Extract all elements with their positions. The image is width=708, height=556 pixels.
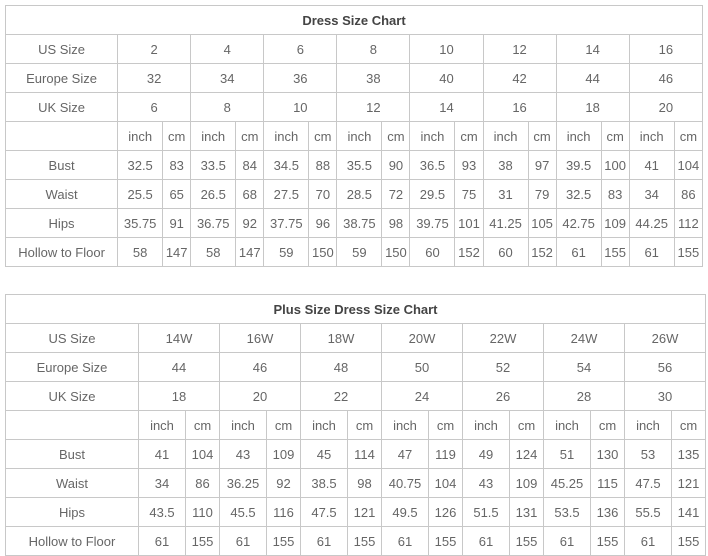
cm-value-cell: 150 xyxy=(309,238,337,267)
inch-value-cell: 61 xyxy=(220,527,267,556)
cm-value-cell: 109 xyxy=(601,209,629,238)
plus-size-dress-size-chart-table xyxy=(5,294,706,556)
row-label: Hollow to Floor xyxy=(6,527,139,556)
row-label: UK Size xyxy=(6,93,118,122)
cm-value-cell: 130 xyxy=(591,440,625,469)
size-value-cell: 46 xyxy=(629,64,702,93)
size-value-cell: 18W xyxy=(301,324,382,353)
unit-inch-cell: inch xyxy=(301,411,348,440)
size-value-cell: 20 xyxy=(629,93,702,122)
size-value-cell: 36 xyxy=(264,64,337,93)
inch-value-cell: 47.5 xyxy=(625,469,672,498)
cm-value-cell: 155 xyxy=(601,238,629,267)
size-value-cell: 16 xyxy=(629,35,702,64)
inch-value-cell: 45.25 xyxy=(544,469,591,498)
inch-value-cell: 59 xyxy=(264,238,309,267)
size-value-cell: 12 xyxy=(337,93,410,122)
inch-value-cell: 61 xyxy=(463,527,510,556)
inch-value-cell: 51.5 xyxy=(463,498,510,527)
size-value-cell: 52 xyxy=(463,353,544,382)
cm-value-cell: 65 xyxy=(163,180,191,209)
unit-cm-cell: cm xyxy=(510,411,544,440)
unit-inch-cell: inch xyxy=(463,411,510,440)
inch-value-cell: 41 xyxy=(629,151,674,180)
inch-value-cell: 36.75 xyxy=(191,209,236,238)
cm-value-cell: 105 xyxy=(528,209,556,238)
table-title-row xyxy=(6,6,703,35)
size-row xyxy=(6,382,706,411)
unit-inch-cell: inch xyxy=(139,411,186,440)
size-value-cell: 14W xyxy=(139,324,220,353)
size-value-cell: 18 xyxy=(139,382,220,411)
cm-value-cell: 155 xyxy=(348,527,382,556)
measurement-row xyxy=(6,238,703,267)
cm-value-cell: 104 xyxy=(186,440,220,469)
size-value-cell: 24 xyxy=(382,382,463,411)
inch-value-cell: 61 xyxy=(301,527,348,556)
unit-cm-cell: cm xyxy=(309,122,337,151)
size-value-cell: 18 xyxy=(556,93,629,122)
unit-inch-cell: inch xyxy=(625,411,672,440)
cm-value-cell: 135 xyxy=(672,440,706,469)
inch-value-cell: 61 xyxy=(544,527,591,556)
unit-inch-cell: inch xyxy=(337,122,382,151)
inch-value-cell: 61 xyxy=(556,238,601,267)
inch-value-cell: 45.5 xyxy=(220,498,267,527)
row-label: Bust xyxy=(6,440,139,469)
size-value-cell: 30 xyxy=(625,382,706,411)
inch-value-cell: 34.5 xyxy=(264,151,309,180)
unit-header-row xyxy=(6,411,706,440)
corner-cell xyxy=(6,411,139,440)
cm-value-cell: 114 xyxy=(348,440,382,469)
cm-value-cell: 86 xyxy=(674,180,702,209)
inch-value-cell: 33.5 xyxy=(191,151,236,180)
row-label: Hips xyxy=(6,498,139,527)
size-value-cell: 20 xyxy=(220,382,301,411)
cm-value-cell: 92 xyxy=(236,209,264,238)
unit-cm-cell: cm xyxy=(591,411,625,440)
cm-value-cell: 150 xyxy=(382,238,410,267)
unit-inch-cell: inch xyxy=(544,411,591,440)
unit-inch-cell: inch xyxy=(483,122,528,151)
inch-value-cell: 29.5 xyxy=(410,180,455,209)
inch-value-cell: 25.5 xyxy=(118,180,163,209)
cm-value-cell: 90 xyxy=(382,151,410,180)
unit-inch-cell: inch xyxy=(118,122,163,151)
unit-cm-cell: cm xyxy=(455,122,483,151)
size-row xyxy=(6,35,703,64)
size-value-cell: 12 xyxy=(483,35,556,64)
size-value-cell: 24W xyxy=(544,324,625,353)
measurement-row xyxy=(6,498,706,527)
cm-value-cell: 100 xyxy=(601,151,629,180)
row-label: Hollow to Floor xyxy=(6,238,118,267)
size-value-cell: 10 xyxy=(264,93,337,122)
measurement-row xyxy=(6,440,706,469)
inch-value-cell: 38 xyxy=(483,151,528,180)
cm-value-cell: 109 xyxy=(267,440,301,469)
inch-value-cell: 36.5 xyxy=(410,151,455,180)
unit-cm-cell: cm xyxy=(429,411,463,440)
cm-value-cell: 109 xyxy=(510,469,544,498)
row-label: Europe Size xyxy=(6,64,118,93)
unit-cm-cell: cm xyxy=(163,122,191,151)
size-value-cell: 44 xyxy=(556,64,629,93)
inch-value-cell: 45 xyxy=(301,440,348,469)
cm-value-cell: 98 xyxy=(348,469,382,498)
size-value-cell: 14 xyxy=(410,93,483,122)
cm-value-cell: 79 xyxy=(528,180,556,209)
row-label: Waist xyxy=(6,180,118,209)
size-value-cell: 2 xyxy=(118,35,191,64)
cm-value-cell: 98 xyxy=(382,209,410,238)
inch-value-cell: 61 xyxy=(382,527,429,556)
row-label: UK Size xyxy=(6,382,139,411)
size-value-cell: 4 xyxy=(191,35,264,64)
size-value-cell: 42 xyxy=(483,64,556,93)
row-label: Waist xyxy=(6,469,139,498)
inch-value-cell: 40.75 xyxy=(382,469,429,498)
size-value-cell: 50 xyxy=(382,353,463,382)
row-label: US Size xyxy=(6,35,118,64)
cm-value-cell: 70 xyxy=(309,180,337,209)
inch-value-cell: 38.75 xyxy=(337,209,382,238)
size-row xyxy=(6,324,706,353)
size-value-cell: 20W xyxy=(382,324,463,353)
unit-inch-cell: inch xyxy=(410,122,455,151)
inch-value-cell: 35.75 xyxy=(118,209,163,238)
inch-value-cell: 32.5 xyxy=(118,151,163,180)
inch-value-cell: 41 xyxy=(139,440,186,469)
inch-value-cell: 39.75 xyxy=(410,209,455,238)
size-value-cell: 6 xyxy=(118,93,191,122)
inch-value-cell: 61 xyxy=(139,527,186,556)
unit-cm-cell: cm xyxy=(186,411,220,440)
size-value-cell: 38 xyxy=(337,64,410,93)
size-value-cell: 10 xyxy=(410,35,483,64)
cm-value-cell: 104 xyxy=(429,469,463,498)
cm-value-cell: 88 xyxy=(309,151,337,180)
cm-value-cell: 141 xyxy=(672,498,706,527)
cm-value-cell: 83 xyxy=(601,180,629,209)
inch-value-cell: 34 xyxy=(629,180,674,209)
inch-value-cell: 60 xyxy=(483,238,528,267)
cm-value-cell: 155 xyxy=(429,527,463,556)
inch-value-cell: 60 xyxy=(410,238,455,267)
measurement-row xyxy=(6,209,703,238)
inch-value-cell: 47 xyxy=(382,440,429,469)
unit-cm-cell: cm xyxy=(601,122,629,151)
size-value-cell: 28 xyxy=(544,382,625,411)
size-value-cell: 22 xyxy=(301,382,382,411)
inch-value-cell: 49.5 xyxy=(382,498,429,527)
inch-value-cell: 34 xyxy=(139,469,186,498)
inch-value-cell: 43 xyxy=(220,440,267,469)
cm-value-cell: 110 xyxy=(186,498,220,527)
size-value-cell: 56 xyxy=(625,353,706,382)
cm-value-cell: 124 xyxy=(510,440,544,469)
cm-value-cell: 112 xyxy=(674,209,702,238)
inch-value-cell: 26.5 xyxy=(191,180,236,209)
size-value-cell: 48 xyxy=(301,353,382,382)
cm-value-cell: 152 xyxy=(455,238,483,267)
inch-value-cell: 49 xyxy=(463,440,510,469)
cm-value-cell: 68 xyxy=(236,180,264,209)
cm-value-cell: 119 xyxy=(429,440,463,469)
unit-inch-cell: inch xyxy=(629,122,674,151)
table-title-row xyxy=(6,295,706,324)
size-value-cell: 16W xyxy=(220,324,301,353)
inch-value-cell: 42.75 xyxy=(556,209,601,238)
size-value-cell: 32 xyxy=(118,64,191,93)
cm-value-cell: 147 xyxy=(236,238,264,267)
cm-value-cell: 72 xyxy=(382,180,410,209)
cm-value-cell: 155 xyxy=(510,527,544,556)
inch-value-cell: 61 xyxy=(625,527,672,556)
cm-value-cell: 116 xyxy=(267,498,301,527)
cm-value-cell: 86 xyxy=(186,469,220,498)
corner-cell xyxy=(6,122,118,151)
size-value-cell: 40 xyxy=(410,64,483,93)
size-value-cell: 46 xyxy=(220,353,301,382)
cm-value-cell: 84 xyxy=(236,151,264,180)
inch-value-cell: 61 xyxy=(629,238,674,267)
cm-value-cell: 155 xyxy=(267,527,301,556)
inch-value-cell: 58 xyxy=(118,238,163,267)
unit-cm-cell: cm xyxy=(236,122,264,151)
row-label: US Size xyxy=(6,324,139,353)
cm-value-cell: 131 xyxy=(510,498,544,527)
size-value-cell: 26 xyxy=(463,382,544,411)
measurement-row xyxy=(6,180,703,209)
cm-value-cell: 121 xyxy=(672,469,706,498)
inch-value-cell: 53.5 xyxy=(544,498,591,527)
unit-inch-cell: inch xyxy=(264,122,309,151)
dress-size-chart-table xyxy=(5,5,703,267)
size-value-cell: 8 xyxy=(191,93,264,122)
unit-inch-cell: inch xyxy=(556,122,601,151)
inch-value-cell: 32.5 xyxy=(556,180,601,209)
inch-value-cell: 27.5 xyxy=(264,180,309,209)
cm-value-cell: 115 xyxy=(591,469,625,498)
unit-inch-cell: inch xyxy=(220,411,267,440)
unit-cm-cell: cm xyxy=(348,411,382,440)
unit-cm-cell: cm xyxy=(674,122,702,151)
size-value-cell: 22W xyxy=(463,324,544,353)
unit-inch-cell: inch xyxy=(191,122,236,151)
inch-value-cell: 39.5 xyxy=(556,151,601,180)
row-label: Bust xyxy=(6,151,118,180)
inch-value-cell: 53 xyxy=(625,440,672,469)
size-value-cell: 34 xyxy=(191,64,264,93)
inch-value-cell: 43 xyxy=(463,469,510,498)
cm-value-cell: 75 xyxy=(455,180,483,209)
size-value-cell: 26W xyxy=(625,324,706,353)
cm-value-cell: 155 xyxy=(186,527,220,556)
inch-value-cell: 41.25 xyxy=(483,209,528,238)
cm-value-cell: 92 xyxy=(267,469,301,498)
unit-header-row xyxy=(6,122,703,151)
unit-cm-cell: cm xyxy=(267,411,301,440)
inch-value-cell: 47.5 xyxy=(301,498,348,527)
inch-value-cell: 37.75 xyxy=(264,209,309,238)
size-value-cell: 14 xyxy=(556,35,629,64)
size-row xyxy=(6,93,703,122)
row-label: Europe Size xyxy=(6,353,139,382)
unit-cm-cell: cm xyxy=(672,411,706,440)
cm-value-cell: 96 xyxy=(309,209,337,238)
unit-cm-cell: cm xyxy=(528,122,556,151)
cm-value-cell: 83 xyxy=(163,151,191,180)
inch-value-cell: 58 xyxy=(191,238,236,267)
size-value-cell: 6 xyxy=(264,35,337,64)
inch-value-cell: 35.5 xyxy=(337,151,382,180)
inch-value-cell: 28.5 xyxy=(337,180,382,209)
cm-value-cell: 152 xyxy=(528,238,556,267)
cm-value-cell: 97 xyxy=(528,151,556,180)
cm-value-cell: 126 xyxy=(429,498,463,527)
table-title: Dress Size Chart xyxy=(6,6,703,35)
inch-value-cell: 38.5 xyxy=(301,469,348,498)
cm-value-cell: 104 xyxy=(674,151,702,180)
inch-value-cell: 51 xyxy=(544,440,591,469)
size-value-cell: 16 xyxy=(483,93,556,122)
cm-value-cell: 155 xyxy=(674,238,702,267)
size-value-cell: 54 xyxy=(544,353,625,382)
size-row xyxy=(6,64,703,93)
size-value-cell: 44 xyxy=(139,353,220,382)
cm-value-cell: 155 xyxy=(591,527,625,556)
cm-value-cell: 101 xyxy=(455,209,483,238)
table-title: Plus Size Dress Size Chart xyxy=(6,295,706,324)
inch-value-cell: 36.25 xyxy=(220,469,267,498)
cm-value-cell: 91 xyxy=(163,209,191,238)
measurement-row xyxy=(6,151,703,180)
unit-cm-cell: cm xyxy=(382,122,410,151)
cm-value-cell: 136 xyxy=(591,498,625,527)
cm-value-cell: 121 xyxy=(348,498,382,527)
unit-inch-cell: inch xyxy=(382,411,429,440)
inch-value-cell: 31 xyxy=(483,180,528,209)
size-row xyxy=(6,353,706,382)
cm-value-cell: 147 xyxy=(163,238,191,267)
measurement-row xyxy=(6,527,706,556)
measurement-row xyxy=(6,469,706,498)
inch-value-cell: 55.5 xyxy=(625,498,672,527)
row-label: Hips xyxy=(6,209,118,238)
inch-value-cell: 44.25 xyxy=(629,209,674,238)
cm-value-cell: 93 xyxy=(455,151,483,180)
cm-value-cell: 155 xyxy=(672,527,706,556)
inch-value-cell: 43.5 xyxy=(139,498,186,527)
inch-value-cell: 59 xyxy=(337,238,382,267)
size-value-cell: 8 xyxy=(337,35,410,64)
